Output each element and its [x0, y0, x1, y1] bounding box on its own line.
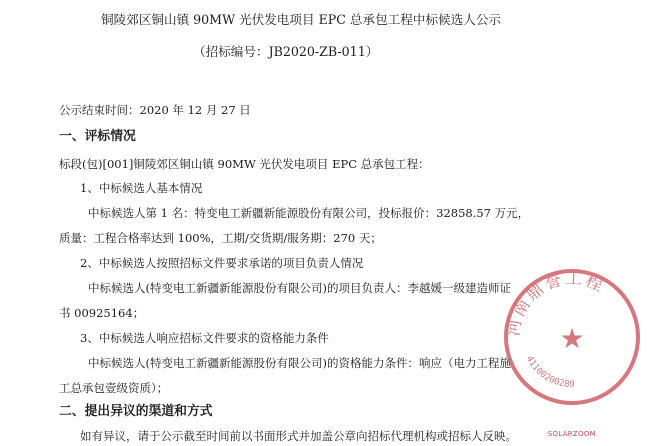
item1-line1: 中标候选人第 1 名：特变电工新疆新能源股份有限公司，投标报价：32858.57 万元，	[88, 206, 530, 220]
seal-code: 41100200289	[523, 354, 575, 390]
item2-line1: 中标候选人(特变电工新疆新能源股份有限公司)的项目负责人：李越媛一级建造师证	[88, 281, 511, 295]
item2-line2: 书 00925164；	[59, 306, 145, 320]
item1-line2: 质量：工程合格率达到 100%，工期/交货期/服务期：270 天；	[59, 231, 382, 245]
bid-number: （招标编号：JB2020-ZB-011）	[193, 44, 379, 59]
item3-line1: 中标候选人(特变电工新疆新能源股份有限公司)的资格能力条件：响应（电力工程施	[88, 356, 511, 370]
item3-title: 3、中标候选人响应招标文件要求的资格能力条件	[80, 331, 329, 345]
official-seal-stamp	[497, 262, 647, 412]
section1-heading: 一、评标情况	[59, 129, 136, 144]
item2-title: 2、中标候选人按照招标文件要求承诺的项目负责人情况	[80, 256, 364, 270]
end-time: 公示结束时间：2020 年 12 月 27 日	[59, 103, 251, 117]
seal-text: 河南鼎誉工程	[503, 268, 608, 338]
seal-star-icon: ★	[559, 322, 585, 355]
item3-line2: 工总承包壹级资质）；	[59, 381, 169, 395]
document-title: 铜陵郊区铜山镇 90MW 光伏发电项目 EPC 总承包工程中标候选人公示	[101, 12, 502, 27]
item1-title: 1、中标候选人基本情况	[80, 181, 203, 195]
objection-line: 如有异议，请于公示截至时间前以书面形式并加盖公章向招标代理机构或招标人反映。	[80, 429, 517, 443]
watermark: SOLARZOOM	[547, 430, 596, 438]
lot-line: 标段(包)[001]铜陵郊区铜山镇 90MW 光伏发电项目 EPC 总承包工程：	[59, 157, 430, 171]
section2-heading: 二、提出异议的渠道和方式	[59, 404, 213, 419]
